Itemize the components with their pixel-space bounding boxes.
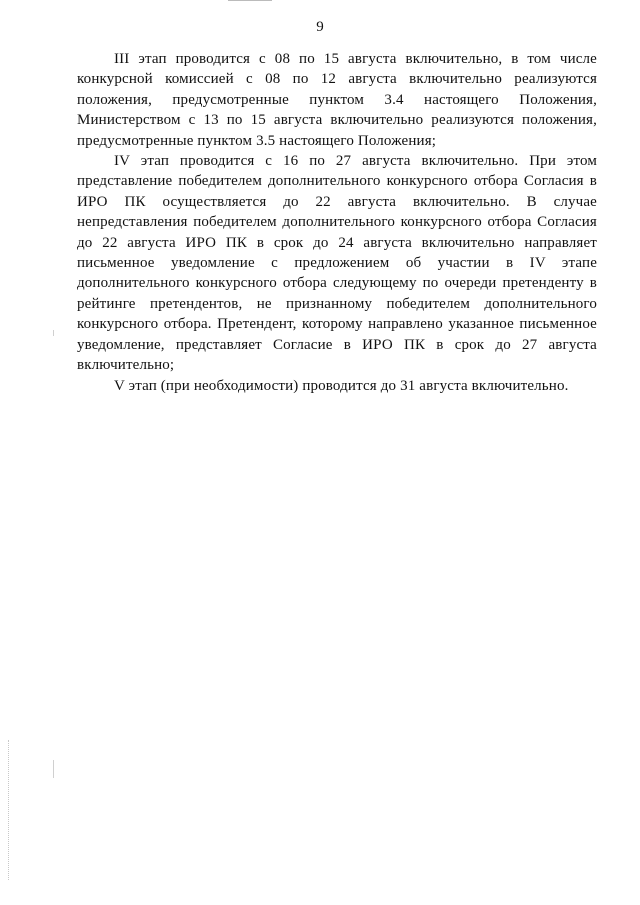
body-text (77, 49, 597, 396)
paragraph-stage-3: III этап проводится с 08 по 15 августа включительно, в том числе конкурсной комиссией с 08 по 12 августа включительно реализуются положения, предусмотренные пунктом 3.4 настоящего Положения, Министерством с 13 по 15 августа включительно реализуются положения, предусмотренные пунктом 3.5 настоящего Положения; (77, 51, 597, 149)
paragraph-stage-5: V этап (при необходимости) проводится до 31 августа включительно. (114, 377, 569, 394)
page-number: 9 (316, 19, 324, 35)
scan-artifact-line (228, 0, 272, 1)
scan-margin-dots (8, 740, 10, 880)
scan-margin-tick (53, 330, 54, 336)
paragraph-stage-4: IV этап проводится с 16 по 27 августа включительно. При этом представление победителем дополнительного конкурсного отбора Согласия в ИРО ПК осуществляется до 22 августа включительно. В случае непредставления победителем дополнительного конкурсного отбора Согласия до 22 августа ИРО ПК в срок до 24 августа включительно направляет письменное уведомление с предложением об участии в IV этапе дополнительного конкурсного отбора следующему по очереди претенденту в рейтинге претендентов, не признанному победителем дополнительного конкурсного отбора. Претендент, которому направлено указанное письменное уведомление, представляет Согласие в ИРО ПК в срок до 27 августа включительно; (77, 153, 597, 374)
scan-margin-tick (53, 760, 54, 778)
